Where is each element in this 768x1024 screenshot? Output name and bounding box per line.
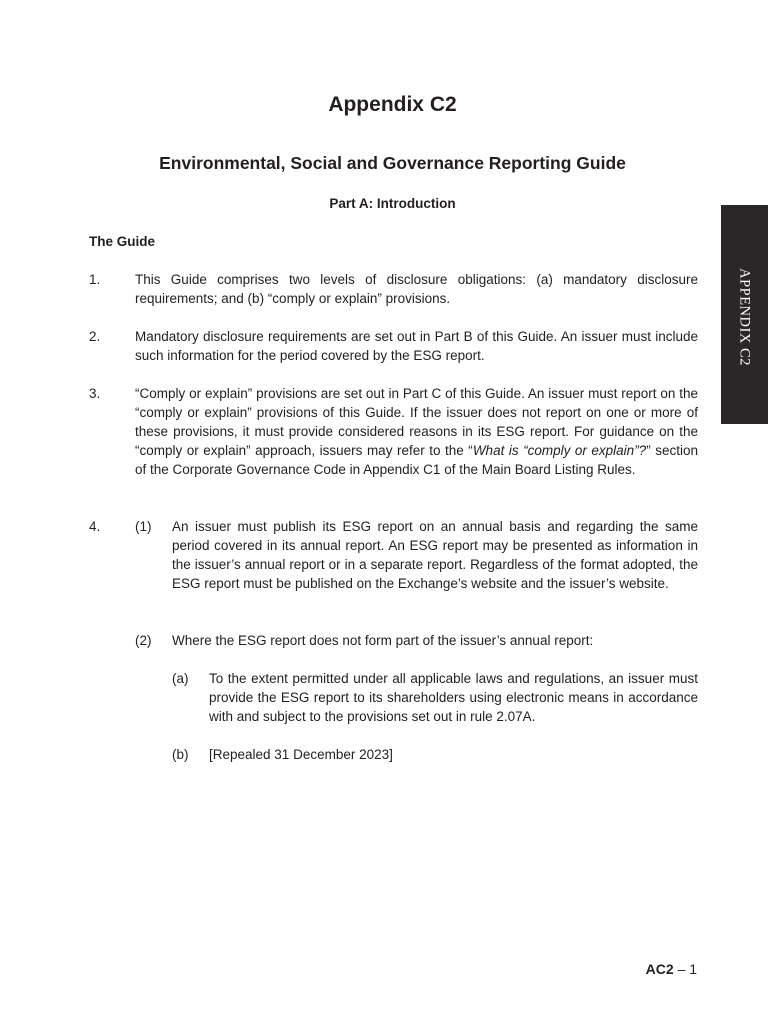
paragraph-text [135, 384, 698, 479]
section-heading: The Guide [89, 234, 156, 249]
guide-title: Environmental, Social and Governance Reporting Guide [159, 153, 626, 173]
item-text: To the extent permitted under all applicable laws and regulations, an issuer must provide the ESG report to its shareholders using electronic means in accordance with and subject to the provisions set out in rule 2.07A. [209, 671, 698, 724]
subparagraph-number: (2) [135, 633, 152, 648]
paragraph-text-italic: What is “comply or explain”? [472, 443, 647, 458]
paragraph-text-part: ” section of the Corporate Governance Code in Appendix C1 of the Main Board Listing Rules. [135, 443, 698, 477]
appendix-side-tab [721, 205, 768, 424]
page-separator: – [673, 961, 690, 977]
item-text: [Repealed 31 December 2023] [209, 747, 393, 762]
paragraph-text: This Guide comprises two levels of disclosure obligations: (a) mandatory disclosure requirements; and (b) “comply or explain” provisions. [135, 272, 698, 306]
paragraph-number: 3. [89, 386, 101, 401]
paragraph-text: Mandatory disclosure requirements are set out in Part B of this Guide. An issuer must include such information for the period covered by the ESG report. [135, 329, 698, 363]
page-number-value: 1 [689, 961, 697, 977]
paragraph-number: 4. [89, 519, 101, 534]
paragraph-number: 2. [89, 329, 101, 344]
page-code: AC2 [645, 961, 674, 977]
subparagraph-text: An issuer must publish its ESG report on an annual basis and regarding the same period covered in its annual report. An ESG report may be presented as information in the issuer’s annual report or in a separate report. Regardless of the format adopted, the ESG report must be published on the Exchange’s website and the issuer’s website. [172, 519, 698, 591]
paragraph-text-part: “Comply or explain” provisions are set out in Part C of this Guide. An issuer must report on the “comply or explain” provisions of this Guide. If the issuer does not report on one or more of these provisions, it must provide considered reasons in its ESG report. For guidance on the “comply or explain” approach, issuers may refer to the “ [135, 386, 698, 458]
subparagraph-number: (1) [135, 519, 152, 534]
page-title: Appendix C2 [328, 93, 457, 116]
item-letter: (b) [172, 747, 189, 762]
page-number [646, 961, 697, 977]
item-letter: (a) [172, 671, 189, 686]
part-heading: Part A: Introduction [329, 196, 456, 211]
subparagraph-text: Where the ESG report does not form part of the issuer’s annual report: [172, 633, 594, 648]
side-tab-label: APPENDIX C2 [736, 268, 753, 366]
paragraph-number: 1. [89, 272, 101, 287]
